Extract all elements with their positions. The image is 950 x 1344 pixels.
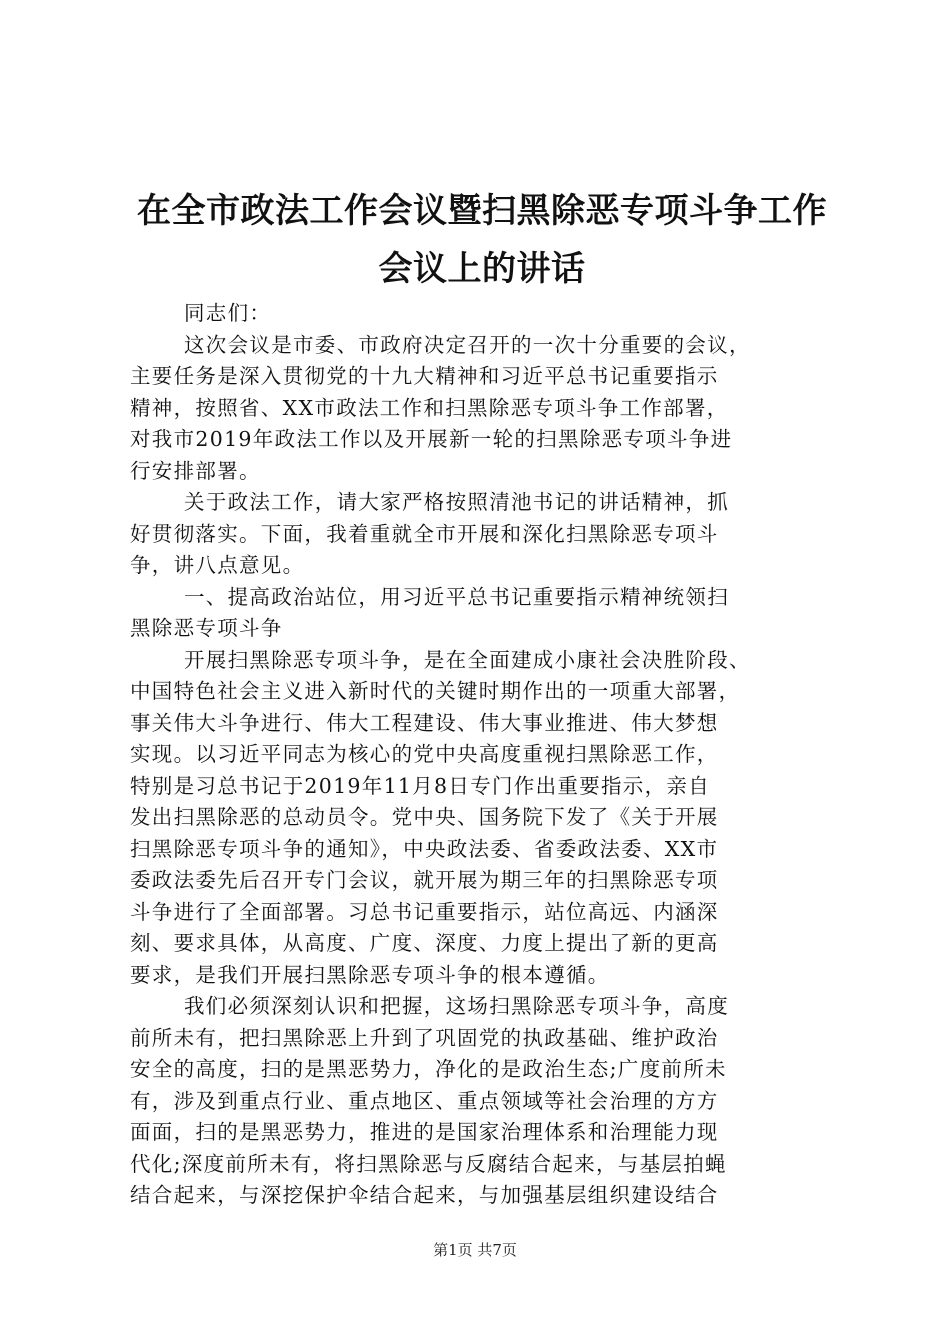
text-line: 中国特色社会主义进入新时代的关键时期作出的一项重大部署， bbox=[130, 679, 741, 703]
text-line: 安全的高度，扫的是黑恶势力，净化的是政治生态;广度前所未 bbox=[130, 1057, 727, 1081]
text-line: 扫黑除恶专项斗争的通知》，中央政法委、省委政法委、XX市 bbox=[130, 836, 719, 861]
text-line: 开展扫黑除恶专项斗争，是在全面建成小康社会决胜阶段、 bbox=[184, 647, 751, 672]
text-line: 事关伟大斗争进行、伟大工程建设、伟大事业推进、伟大梦想 bbox=[130, 710, 719, 735]
text-line: 刻、要求具体，从高度、广度、深度、力度上提出了新的更高 bbox=[130, 931, 719, 955]
title-line-2: 会议上的讲话 bbox=[378, 249, 586, 289]
page-footer: 第1页 共7页 bbox=[433, 1241, 517, 1259]
text-line: 面面，扫的是黑恶势力，推进的是国家治理体系和治理能力现 bbox=[130, 1120, 719, 1144]
title-line-1: 在全市政法工作会议暨扫黑除恶专项斗争工作 bbox=[137, 191, 827, 231]
text-line: 发出扫黑除恶的总动员令。党中央、国务院下发了《关于开展 bbox=[130, 805, 719, 829]
text-line: 争，讲八点意见。 bbox=[130, 553, 305, 577]
text-line: 我们必须深刻认识和把握，这场扫黑除恶专项斗争，高度 bbox=[184, 994, 729, 1018]
text-line: 一、提高政治站位，用习近平总书记重要指示精神统领扫 bbox=[184, 584, 729, 609]
text-line: 斗争进行了全面部署。习总书记重要指示，站位高远、内涵深 bbox=[130, 899, 719, 924]
text-line: 精神，按照省、XX市政法工作和扫黑除恶专项斗争工作部署， bbox=[130, 395, 729, 420]
text-line: 主要任务是深入贯彻党的十九大精神和习近平总书记重要指示 bbox=[130, 364, 719, 388]
text-line: 结合起来，与深挖保护伞结合起来，与加强基层组织建设结合 bbox=[130, 1183, 719, 1207]
text-line: 这次会议是市委、市政府决定召开的一次十分重要的会议， bbox=[184, 332, 751, 357]
text-line: 有，涉及到重点行业、重点地区、重点领域等社会治理的方方 bbox=[130, 1088, 719, 1113]
text-line: 行安排部署。 bbox=[130, 458, 261, 483]
text-line: 代化;深度前所未有，将扫黑除恶与反腐结合起来，与基层拍蝇 bbox=[130, 1151, 727, 1176]
text-line: 要求，是我们开展扫黑除恶专项斗争的根本遵循。 bbox=[130, 962, 610, 987]
text-line: 同志们： bbox=[184, 301, 272, 325]
text-line: 黑除恶专项斗争 bbox=[130, 616, 283, 640]
text-line: 委政法委先后召开专门会议，就开展为期三年的扫黑除恶专项 bbox=[130, 868, 719, 892]
text-line: 特别是习总书记于2019年11月8日专门作出重要指示，亲自 bbox=[130, 773, 710, 798]
document-body bbox=[130, 298, 836, 1212]
text-line: 关于政法工作，请大家严格按照清池书记的讲话精神，抓 bbox=[184, 490, 729, 514]
text-line: 前所未有，把扫黑除恶上升到了巩固党的执政基础、维护政治 bbox=[130, 1025, 719, 1050]
text-line: 对我市2019年政法工作以及开展新一轮的扫黑除恶专项斗争进 bbox=[130, 427, 733, 451]
text-line: 好贯彻落实。下面，我着重就全市开展和深化扫黑除恶专项斗 bbox=[130, 521, 719, 546]
document-title bbox=[128, 182, 836, 298]
text-line: 实现。以习近平同志为核心的党中央高度重视扫黑除恶工作， bbox=[130, 742, 719, 766]
